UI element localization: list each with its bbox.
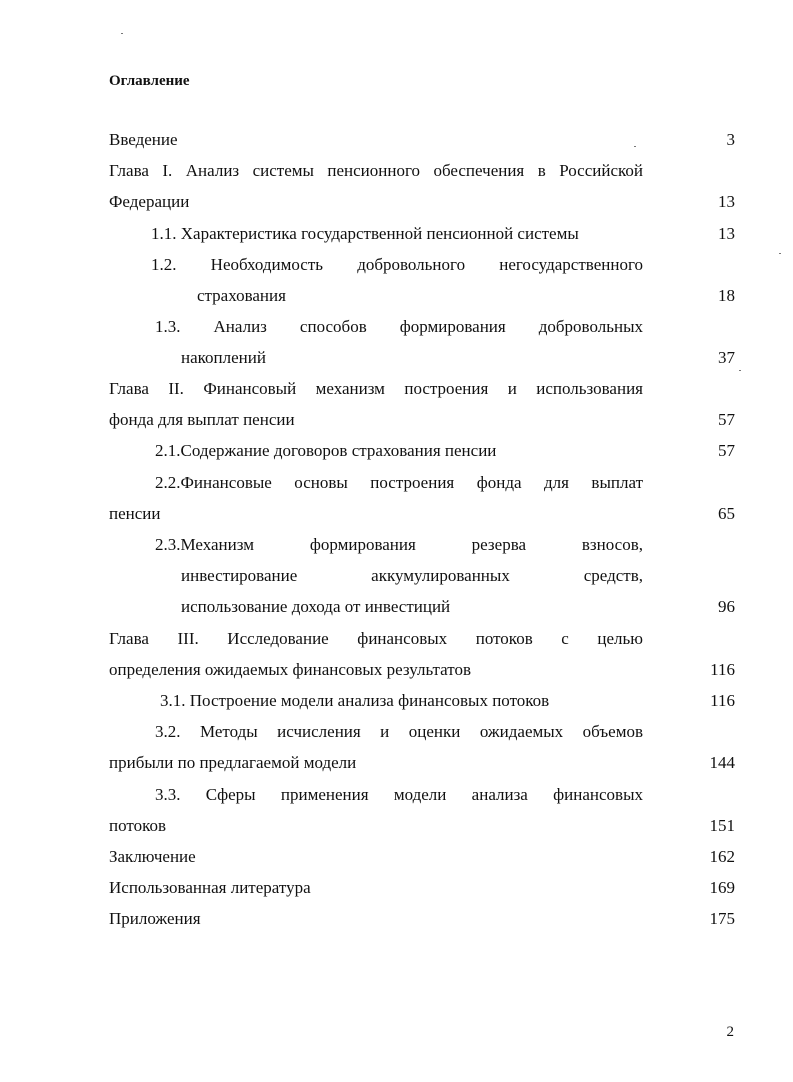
toc-ch2-s3-page: 96	[718, 597, 735, 616]
scan-speck	[739, 370, 741, 371]
toc-ch2-s1-page: 57	[718, 441, 735, 460]
toc-ch1-page: 13	[718, 192, 735, 211]
toc-appendix-page: 175	[709, 909, 735, 928]
toc-ch3-s3-line2: потоков	[109, 816, 167, 835]
toc-ch2-s2-line1: 2.2.Финансовые основы построения фонда для выплат	[155, 473, 643, 492]
toc-ch1-s2-line2: страхования	[197, 286, 286, 305]
toc-intro-title: Введение	[109, 130, 178, 149]
toc-ch2-s2-line2: пенсии	[109, 504, 161, 523]
toc-ch1-line1: Глава I. Анализ системы пенсионного обеспечения в Российской	[109, 161, 643, 180]
toc-ch1-line2: Федерации	[109, 192, 190, 211]
toc-literature-title: Использованная литература	[109, 878, 311, 897]
toc-ch3-s1-page: 116	[710, 691, 735, 710]
toc-ch1-s3-page: 37	[718, 348, 735, 367]
toc-ch3-s2-line2: прибыли по предлагаемой модели	[109, 753, 357, 772]
toc-heading: Оглавление	[109, 73, 190, 89]
toc-ch3-line2: определения ожидаемых финансовых результатов	[109, 660, 472, 679]
toc-ch2-s3-line2: инвестирование аккумулированных средств,	[181, 566, 643, 585]
toc-ch1-s3-line1: 1.3. Анализ способов формирования добровольных	[155, 317, 643, 336]
toc-ch3-line1: Глава III. Исследование финансовых потоков с целью	[109, 629, 643, 648]
toc-appendix-title: Приложения	[109, 909, 201, 928]
toc-intro-page: 3	[726, 130, 735, 149]
toc-ch2-line1: Глава II. Финансовый механизм построения и использования	[109, 379, 643, 398]
scan-speck	[121, 33, 123, 34]
toc-ch2-line2: фонда для выплат пенсии	[109, 410, 295, 429]
scan-speck	[779, 253, 781, 254]
toc-ch3-s3-line1: 3.3. Сферы применения модели анализа финансовых	[155, 785, 643, 804]
toc-ch3-s3-page: 151	[709, 816, 735, 835]
toc-ch1-s2-line1: 1.2. Необходимость добровольного негосударственного	[151, 255, 643, 274]
toc-literature-page: 169	[709, 878, 735, 897]
toc-ch1-s3-line2: накоплений	[181, 348, 266, 367]
toc-ch2-s3-line1: 2.3.Механизм формирования резерва взносов,	[155, 535, 643, 554]
toc-ch2-page: 57	[718, 410, 735, 429]
toc-ch1-s1-page: 13	[718, 224, 735, 243]
toc-ch1-s2-page: 18	[718, 286, 735, 305]
toc-ch3-s2-line1: 3.2. Методы исчисления и оценки ожидаемых объемов	[155, 722, 643, 741]
toc-ch3-s2-page: 144	[709, 753, 735, 772]
scan-speck	[634, 146, 636, 147]
toc-conclusion-page: 162	[709, 847, 735, 866]
toc-ch2-s1-title: 2.1.Содержание договоров страхования пенсии	[155, 441, 497, 460]
toc-ch3-s1-title: 3.1. Построение модели анализа финансовых потоков	[160, 691, 550, 710]
toc-ch2-s2-page: 65	[718, 504, 735, 523]
page-number: 2	[726, 1024, 734, 1040]
toc-conclusion-title: Заключение	[109, 847, 196, 866]
toc-ch2-s3-line3: использование дохода от инвестиций	[181, 597, 451, 616]
toc-ch1-s1-title: 1.1. Характеристика государственной пенсионной системы	[151, 224, 579, 243]
toc-ch3-page: 116	[710, 660, 735, 679]
